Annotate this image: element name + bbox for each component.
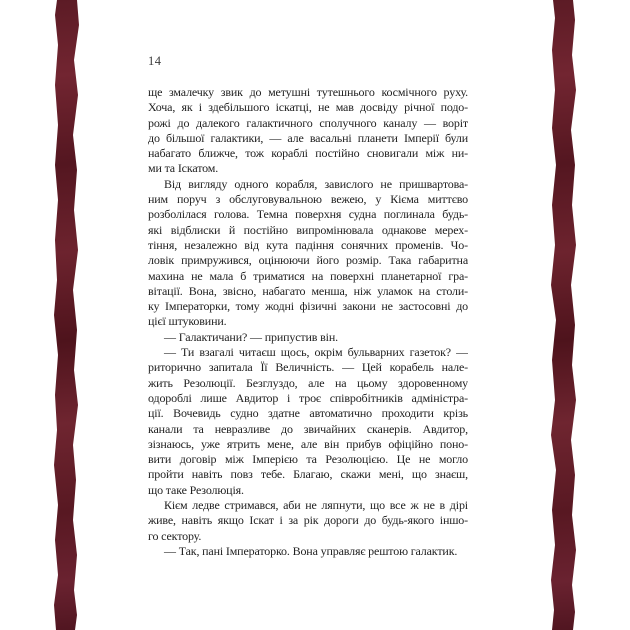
- text-line: Кієм ледве стримався, аби не ляпнути, що все ж не в дірі: [164, 498, 468, 513]
- paragraph: [148, 345, 468, 498]
- text-line: рожі до далекого галактичного сполучного каналу — воріт: [148, 115, 468, 130]
- text-line: живе, навіть якщо Іскат і за рік дороги до будь-якого іншо-: [148, 513, 468, 528]
- text-line: розболілася голова. Темна поверхня судна поглинала будь-: [148, 207, 468, 222]
- text-line: до більшої галактики, — але васальні планети Імперії були: [148, 130, 468, 145]
- page-number: 14: [148, 54, 162, 68]
- paragraph: [148, 330, 468, 345]
- text-line: — Галактичани? — припустив він.: [164, 329, 338, 344]
- text-line: одороблі лише Авдитор і троє співробітників адміністра-: [148, 390, 468, 405]
- text-line: цієї штуковини.: [148, 314, 227, 329]
- text-line: вити договір між Імперією та Резолюцією. Це не могло: [148, 452, 468, 467]
- text-line: жить Резолюції. Безглуздо, але на цьому здоровенному: [148, 375, 468, 390]
- paragraph: [148, 498, 468, 544]
- left-torn-edge: [50, 0, 86, 630]
- text-line: — Так, пані Імператорко. Вона управляє рештою галактик.: [164, 543, 458, 558]
- text-line: набагато ближче, тож кораблі постійно сновигали між ни-: [148, 146, 468, 161]
- text-line: ловік примружився, оцінюючи його розмір. Така габаритна: [148, 253, 468, 268]
- text-line: Від вигляду одного корабля, завислого не пришвартова-: [164, 176, 468, 191]
- right-torn-edge: [544, 0, 580, 630]
- text-line: го сектору.: [148, 528, 202, 543]
- text-block: [148, 85, 468, 559]
- text-line: зізнаюсь, уже ятрить мене, але він прибув офіційно поно-: [148, 436, 468, 451]
- text-line: вітації. Вона, звісно, набагато менша, ніж уламок на столи-: [148, 283, 468, 298]
- text-line: Хоча, як і здебільшого іскатці, не мав досвіду річної подо-: [148, 100, 468, 115]
- text-line: ції. Вочевидь судно здатне автоматично проходити крізь: [148, 406, 468, 421]
- text-line: риторично запитала Її Величність. — Цей корабель нале-: [148, 360, 468, 375]
- text-line: махина не мала б триматися на поверхні планетарної гра-: [148, 268, 468, 283]
- text-line: що таке Резолюція.: [148, 482, 244, 497]
- text-line: тіння, незалежно від кута падіння сонячних променів. Чо-: [148, 237, 468, 252]
- text-line: пройти навіть повз тебе. Благаю, скажи мені, що знаєш,: [148, 467, 468, 482]
- text-line: — Ти взагалі читаєш щось, окрім бульварних газеток? —: [164, 345, 468, 360]
- text-line: ку Імператорки, тому жодні фізичні закони не застосовні до: [148, 299, 468, 314]
- paragraph: [148, 177, 468, 330]
- text-line: ним поруч з обслуговувальною вежею, у Кієма миттєво: [148, 192, 468, 207]
- paragraph: [148, 85, 468, 177]
- text-line: ми та Іскатом.: [148, 161, 219, 176]
- text-line: які відблиски й постійно випромінювала однакове мерех-: [148, 222, 468, 237]
- text-line: канали та невразливе до звичайних сканерів. Авдитор,: [148, 421, 468, 436]
- paragraph: [148, 544, 468, 559]
- text-line: ще змалечку звик до метушні тутешнього космічного руху.: [148, 85, 468, 99]
